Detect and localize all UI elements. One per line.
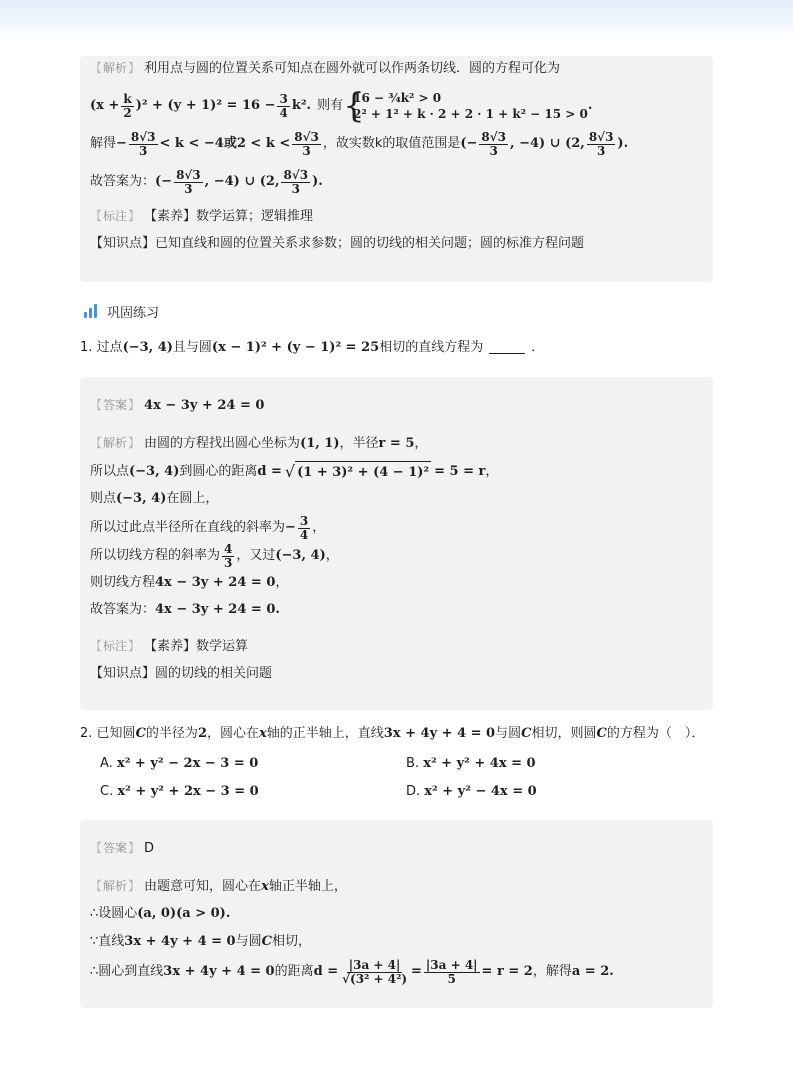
question-1: 1. 过点(−3, 4)且与圆(x − 1)² + (y − 1)² = 25相切的直线方程为 ． (80, 340, 545, 355)
analysis-line-3: ∵直线3x + 4y + 4 = 0与圆C相切， (90, 934, 311, 949)
analysis-line-4: ∴圆心到直线 3x + 4y + 4 = 0 的距离 d = $\frac{|3a + 4|}{\text{√(3² + 4²)}}$ = $\frac{|3a + 4|}{5}$ = r = 2 ，解得 a = 2 . (90, 957, 614, 986)
knowledge-line: 【知识点】圆的切线的相关问题 (90, 666, 273, 681)
analysis-line-1: 【 解析 】 利用点与圆的位置关系可知点在圆外就可以作两条切线．圆的方程可化为 (90, 58, 703, 79)
option-b[interactable]: B. x² + y² + 4x = 0 (406, 756, 536, 771)
option-d[interactable]: D. x² + y² − 4x = 0 (406, 784, 537, 799)
analysis-line-1: 【 解析 】 由圆的方程找出圆心坐标为(1, 1)，半径r = 5， (90, 433, 703, 454)
distance-fraction-1: $\frac{|3a + 4|}{\text{√(3² + 4²)}}$ (342, 957, 408, 986)
equation-line: (x + $\frac{k}{2}$ )² + (y + 1)² = 16 − $\frac{3}{4}$ k². 则有 { 16 − ¾k² > 0 2² + 1² + k · 2 + 2 · 1 + k² − 15 > 0 . (90, 88, 703, 124)
analysis-line-3: 则点(−3, 4)在圆上， (90, 491, 219, 506)
answer-tag: 【 答案 】 (90, 838, 140, 858)
note-tag: 【 标注 】 (90, 206, 140, 226)
analysis-line-2: 所以点 (−3, 4) 到圆心的距离 d = √ (1 + 3)² + (4 − 1)² = 5 = r ， (90, 462, 499, 481)
note-tag: 【 标注 】 (90, 636, 140, 656)
question-2: 2. 已知圆C的半径为2，圆心在x轴的正半轴上，直线3x + 4y + 4 = 0与圆C相切，则圆C的方程为（ ）． (80, 726, 705, 741)
answer-line: 【 答案 】 D (90, 838, 703, 859)
fraction-3-over-4: $\frac{3}{4}$ (279, 91, 288, 120)
section-heading: 巩固练习 (84, 301, 159, 321)
solution-card-prev (80, 56, 713, 282)
analysis-tag: 【 解析 】 (90, 433, 140, 453)
fraction-k-over-2: $\frac{k}{2}$ (123, 91, 132, 120)
solution-card-q2 (80, 820, 713, 1008)
answer-line: 【 答案 】 4x − 3y + 24 = 0 (90, 395, 703, 416)
note-line: 【 标注 】 【素养】数学运算 (90, 636, 703, 657)
answer-tag: 【 答案 】 (90, 395, 140, 415)
distance-fraction-2: $\frac{|3a + 4|}{5}$ (425, 957, 478, 986)
top-banner (0, 0, 793, 40)
analysis-line-4: 所以过此点半径所在直线的斜率为 − $\frac{3}{4}$ ， (90, 513, 326, 542)
analysis-line-1: 【 解析 】 由题意可知，圆心在x轴正半轴上， (90, 876, 703, 897)
solution-card-q1 (80, 377, 713, 710)
option-a[interactable]: A. x² + y² − 2x − 3 = 0 (100, 756, 259, 771)
analysis-line-2: ∴设圆心(a, 0)(a > 0). (90, 906, 231, 921)
answer-line: 故答案为： (− $\frac{8√3}{3}$ , −4) ∪ (2, $\frac{8√3}{3}$ ). (90, 167, 323, 196)
inequality-system: { 16 − ¾k² > 0 2² + 1² + k · 2 + 2 · 1 + k² − 15 > 0 (343, 90, 588, 122)
analysis-tag: 【 解析 】 (90, 876, 140, 896)
analysis-line-5: 所以切线方程的斜率为 $\frac{4}{3}$ ，又过 (−3, 4) ， (90, 541, 339, 570)
option-c[interactable]: C. x² + y² + 2x − 3 = 0 (100, 784, 259, 799)
note-line: 【 标注 】 【素养】数学运算；逻辑推理 (90, 206, 703, 227)
solution-range-line: 解得 − $\frac{8√3}{3}$ < k < −4或2 < k < $\frac{8√3}{3}$ ，故实数k的取值范围是 (− $\frac{8√3}{3}$ , −4) ∪ (2, $\frac{8√3}{3}$ ). (90, 129, 629, 158)
bar-chart-icon (84, 304, 97, 318)
analysis-line-6: 则切线方程4x − 3y + 24 = 0， (90, 575, 289, 590)
analysis-tag: 【 解析 】 (90, 58, 140, 78)
answer-blank (489, 353, 525, 354)
knowledge-line: 【知识点】已知直线和圆的位置关系求参数；圆的切线的相关问题；圆的标准方程问题 (90, 236, 585, 251)
analysis-line-7: 故答案为：4x − 3y + 24 = 0. (90, 602, 280, 617)
